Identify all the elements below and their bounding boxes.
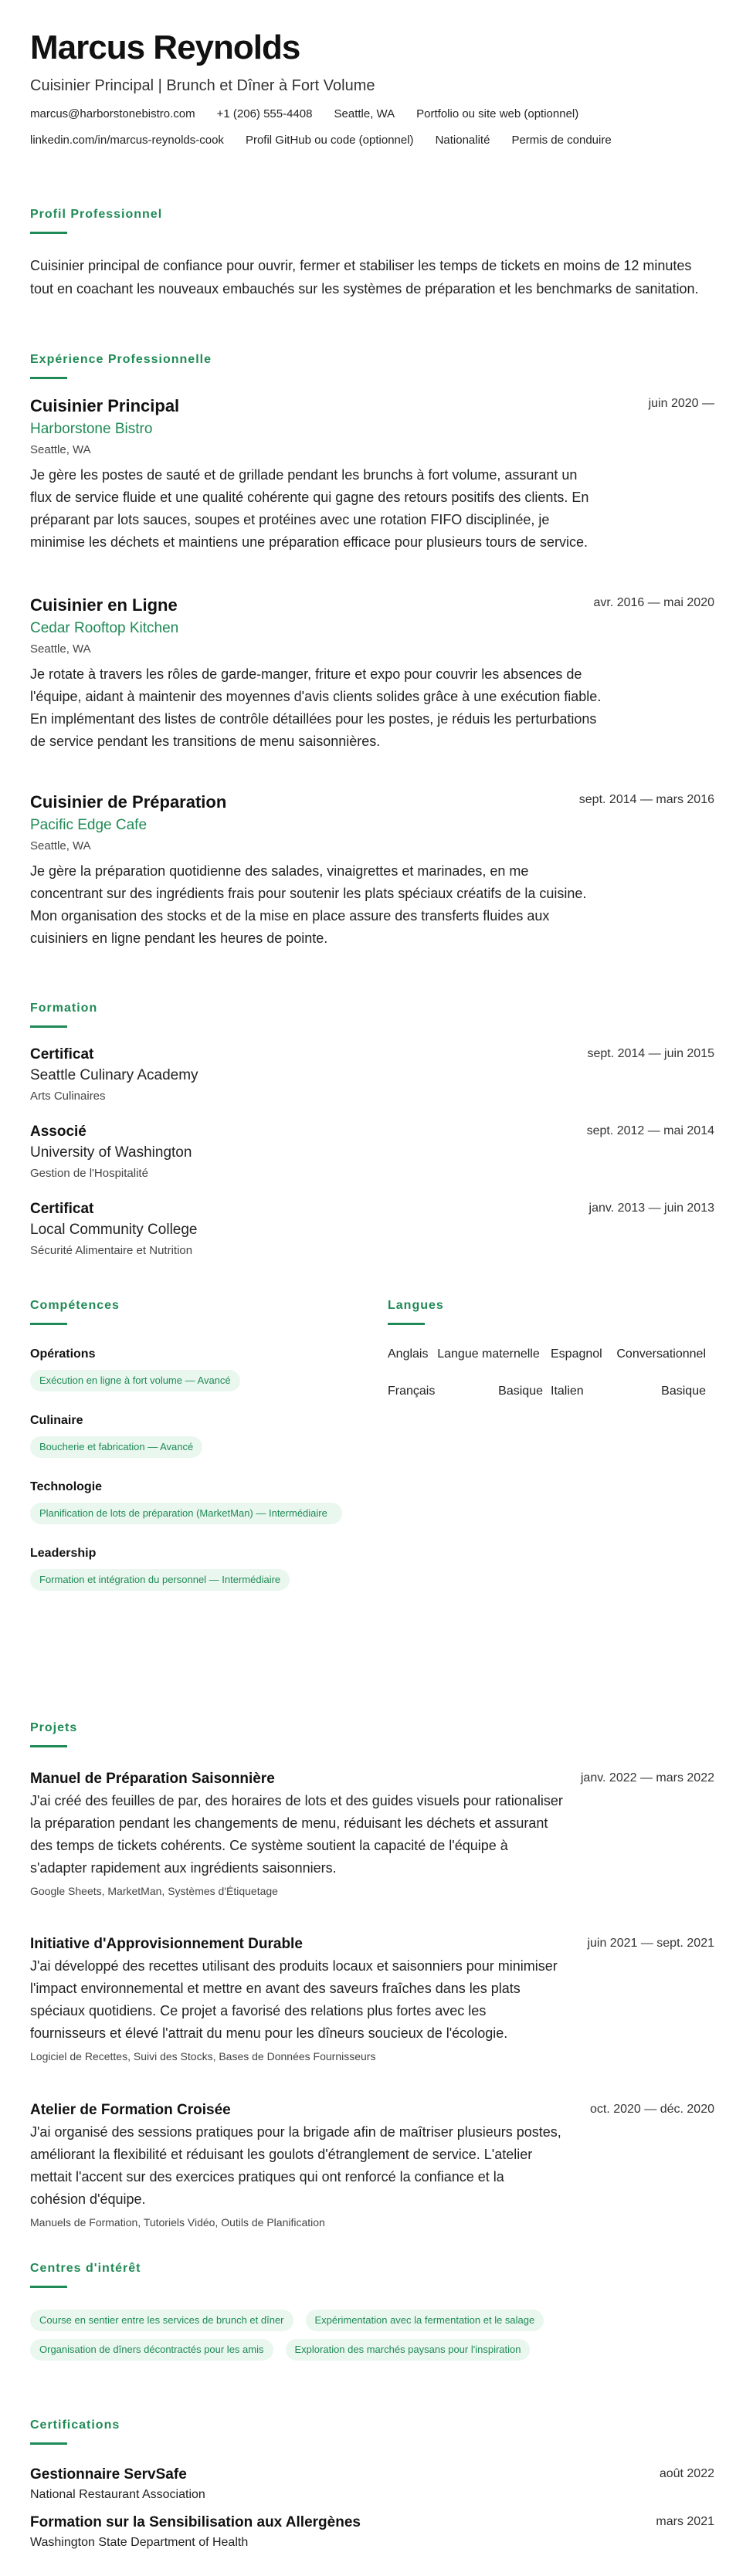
certification-date: août 2022 <box>659 2467 714 2480</box>
certifications-section <box>30 2418 714 2445</box>
section-title: Langues <box>388 1299 444 1312</box>
company-name: Harborstone Bistro <box>30 421 153 437</box>
section-rule <box>388 1323 425 1325</box>
section-rule <box>30 2442 67 2445</box>
project-name: Initiative d'Approvisionnement Durable <box>30 1936 303 1952</box>
project-name: Atelier de Formation Croisée <box>30 2102 231 2118</box>
skill-category: Culinaire <box>30 1414 83 1427</box>
skills-languages-row <box>30 1298 714 1607</box>
certification-item <box>30 2466 714 2503</box>
degree: Associé <box>30 1124 86 1140</box>
project-dates: juin 2021 — sept. 2021 <box>587 1937 714 1950</box>
job-title: Cuisinier en Ligne <box>30 595 178 615</box>
headline: Cuisinier Principal | Brunch et Dîner à Fort Volume <box>30 77 375 94</box>
section-rule <box>30 232 67 234</box>
language-level: Langue maternelle <box>437 1347 540 1361</box>
education-item <box>30 1200 714 1259</box>
contact-email[interactable]: marcus@harborstonebistro.com <box>30 107 195 120</box>
language-item <box>551 1347 714 1362</box>
school-name: Local Community College <box>30 1222 198 1238</box>
section-title: Compétences <box>30 1299 120 1312</box>
certification-date: mars 2021 <box>656 2515 714 2528</box>
project-tech: Google Sheets, MarketMan, Systèmes d'Étiquetage <box>30 1885 278 1897</box>
project-dates: janv. 2022 — mars 2022 <box>580 1771 714 1785</box>
language-name: Italien <box>551 1385 584 1398</box>
language-level: Basique <box>661 1385 706 1398</box>
education-dates: sept. 2014 — juin 2015 <box>587 1047 714 1060</box>
project-name: Manuel de Préparation Saisonnière <box>30 1771 275 1787</box>
contact-nationality: Nationalité <box>435 134 490 147</box>
section-rule <box>30 377 67 379</box>
project-item <box>30 2101 714 2229</box>
language-level: Conversationnel <box>616 1347 706 1361</box>
interests-section <box>30 2261 714 2361</box>
candidate-name: Marcus Reynolds <box>30 29 300 66</box>
contact-list <box>30 107 714 159</box>
experience-item <box>30 791 714 950</box>
section-rule <box>30 1323 67 1325</box>
job-dates: sept. 2014 — mars 2016 <box>578 793 714 806</box>
skill-category: Opérations <box>30 1347 96 1361</box>
certification-issuer: National Restaurant Association <box>30 2488 205 2501</box>
skill-pill: Exécution en ligne à fort volume — Avancé <box>30 1370 240 1391</box>
language-item <box>551 1384 714 1399</box>
project-item <box>30 1770 714 1898</box>
interests-list <box>30 2302 714 2361</box>
project-dates: oct. 2020 — déc. 2020 <box>590 2103 714 2116</box>
degree: Certificat <box>30 1046 94 1063</box>
job-description: Je gère les postes de sauté et de grillade pendant les brunchs à fort volume, assurant un flux de service fluide et une qualité cohérente qui gagne des retours positifs des clients. En préparant par lots sauces, soupes et protéines avec une rotation FIFO disciplinée, je minimise les déchets et maintiens une préparation efficace pour plusieurs tours de service. <box>30 467 589 550</box>
certification-item <box>30 2513 714 2551</box>
skill-pill: Planification de lots de préparation (MarketMan) — Intermédiaire <box>30 1503 342 1524</box>
summary-section <box>30 207 714 300</box>
job-location: Seattle, WA <box>30 642 91 656</box>
section-rule <box>30 1745 67 1747</box>
project-description: J'ai organisé des sessions pratiques pour la brigade afin de maîtriser plusieurs postes, améliorant la flexibilité et réduisant les goulots d'étranglement de service. L'atelier mettait l'accent sur des exercices pratiques qui ont renforcé la confiance et la cohésion d'équipe. <box>30 2124 561 2207</box>
skill-category: Technologie <box>30 1480 103 1493</box>
language-item <box>388 1347 551 1362</box>
field-of-study: Arts Culinaires <box>30 1090 106 1103</box>
language-item <box>388 1384 551 1399</box>
section-rule <box>30 2286 67 2288</box>
project-tech: Manuels de Formation, Tutoriels Vidéo, Outils de Planification <box>30 2216 325 2229</box>
section-title: Formation <box>30 1002 98 1015</box>
job-description: Je rotate à travers les rôles de garde-manger, friture et expo pour couvrir les absences de l'équipe, aidant à maintenir des moyennes d'avis clients solides grâce à une exécution fiable. En implémentant des listes de contrôle détaillées pour les postes, je réduis les perturbations de service pendant les transitions de menu saisonnières. <box>30 666 602 749</box>
languages-section <box>388 1298 714 1399</box>
language-name: Anglais <box>388 1347 429 1361</box>
summary-text: Cuisinier principal de confiance pour ouvrir, fermer et stabiliser les temps de tickets en moins de 12 minutes tout en coachant les nouveaux embauchés sur les systèmes de préparation et les benchmarks de sanitation. <box>30 258 699 297</box>
contact-location: Seattle, WA <box>334 107 395 120</box>
section-title: Profil Professionnel <box>30 208 163 221</box>
skill-pill: Formation et intégration du personnel — Intermédiaire <box>30 1569 290 1591</box>
project-tech: Logiciel de Recettes, Suivi des Stocks, Bases de Données Fournisseurs <box>30 2050 376 2062</box>
skills-section <box>30 1298 362 1591</box>
certification-name: Gestionnaire ServSafe <box>30 2466 187 2483</box>
job-location: Seattle, WA <box>30 443 91 456</box>
project-item <box>30 1935 714 2063</box>
field-of-study: Sécurité Alimentaire et Nutrition <box>30 1244 193 1257</box>
job-dates: avr. 2016 — mai 2020 <box>593 596 714 609</box>
interest-pill: Exploration des marchés paysans pour l'inspiration <box>286 2339 531 2361</box>
school-name: Seattle Culinary Academy <box>30 1067 198 1083</box>
interest-pill: Organisation de dîners décontractés pour les amis <box>30 2339 273 2361</box>
language-name: Français <box>388 1385 436 1398</box>
skill-category: Leadership <box>30 1547 97 1560</box>
section-title: Projets <box>30 1721 78 1734</box>
experience-section <box>30 352 714 379</box>
experience-item <box>30 595 714 753</box>
company-name: Pacific Edge Cafe <box>30 817 148 833</box>
certification-name: Formation sur la Sensibilisation aux Allergènes <box>30 2514 361 2530</box>
contact-linkedin[interactable]: linkedin.com/in/marcus-reynolds-cook <box>30 134 224 147</box>
job-description: Je gère la préparation quotidienne des salades, vinaigrettes et marinades, en me concentrant sur des ingrédients frais pour soutenir les plats spéciaux créatifs de la cuisine. Mon organisation des stocks et de la mise en place assure des transferts fluides aux cuisiniers en ligne pendant les heures de pointe. <box>30 863 587 946</box>
degree: Certificat <box>30 1201 94 1217</box>
company-name: Cedar Rooftop Kitchen <box>30 620 179 636</box>
education-dates: sept. 2012 — mai 2014 <box>586 1124 714 1137</box>
education-item <box>30 1123 714 1181</box>
education-item <box>30 1046 714 1104</box>
projects-section <box>30 1720 714 1747</box>
education-dates: janv. 2013 — juin 2013 <box>588 1202 714 1215</box>
section-rule <box>30 1025 67 1028</box>
contact-portfolio[interactable]: Portfolio ou site web (optionnel) <box>416 107 579 120</box>
section-title: Expérience Professionnelle <box>30 353 212 366</box>
contact-phone[interactable]: +1 (206) 555-4408 <box>216 107 313 120</box>
section-title: Certifications <box>30 2418 120 2432</box>
job-location: Seattle, WA <box>30 839 91 852</box>
field-of-study: Gestion de l'Hospitalité <box>30 1167 148 1180</box>
language-name: Espagnol <box>551 1347 602 1361</box>
resume-header <box>30 29 714 159</box>
school-name: University of Washington <box>30 1144 192 1161</box>
section-title: Centres d'intérêt <box>30 2262 141 2275</box>
certification-issuer: Washington State Department of Health <box>30 2536 249 2549</box>
job-title: Cuisinier de Préparation <box>30 792 227 812</box>
job-dates: juin 2020 — <box>648 397 714 410</box>
project-description: J'ai créé des feuilles de par, des horaires de lots et des guides visuels pour rationaliser la préparation pendant les changements de menu, réduisant les déchets et assurant des temps de tickets cohérents. Ce système soutient la capacité de l'équipe à s'adapter rapidement aux ingrédients saisonniers. <box>30 1793 563 1876</box>
job-title: Cuisinier Principal <box>30 396 180 415</box>
contact-github[interactable]: Profil GitHub ou code (optionnel) <box>245 134 414 147</box>
interest-pill: Expérimentation avec la fermentation et le salage <box>306 2310 544 2331</box>
skill-pill: Boucherie et fabrication — Avancé <box>30 1436 202 1458</box>
project-description: J'ai développé des recettes utilisant des produits locaux et saisonniers pour minimiser l'impact environnemental et mettre en avant des saveurs fraîches dans les plats spéciaux quotidiens. Ce projet a favorisé des relations plus fortes avec les fournisseurs et élevé l'attrait du menu pour les dîneurs soucieux de l'écologie. <box>30 1958 558 2041</box>
contact-license: Permis de conduire <box>511 134 612 147</box>
interest-pill: Course en sentier entre les services de brunch et dîner <box>30 2310 293 2331</box>
language-row <box>388 1384 714 1399</box>
language-row <box>388 1347 714 1362</box>
language-level: Basique <box>498 1385 543 1398</box>
experience-item <box>30 395 714 554</box>
education-section <box>30 1001 714 1028</box>
